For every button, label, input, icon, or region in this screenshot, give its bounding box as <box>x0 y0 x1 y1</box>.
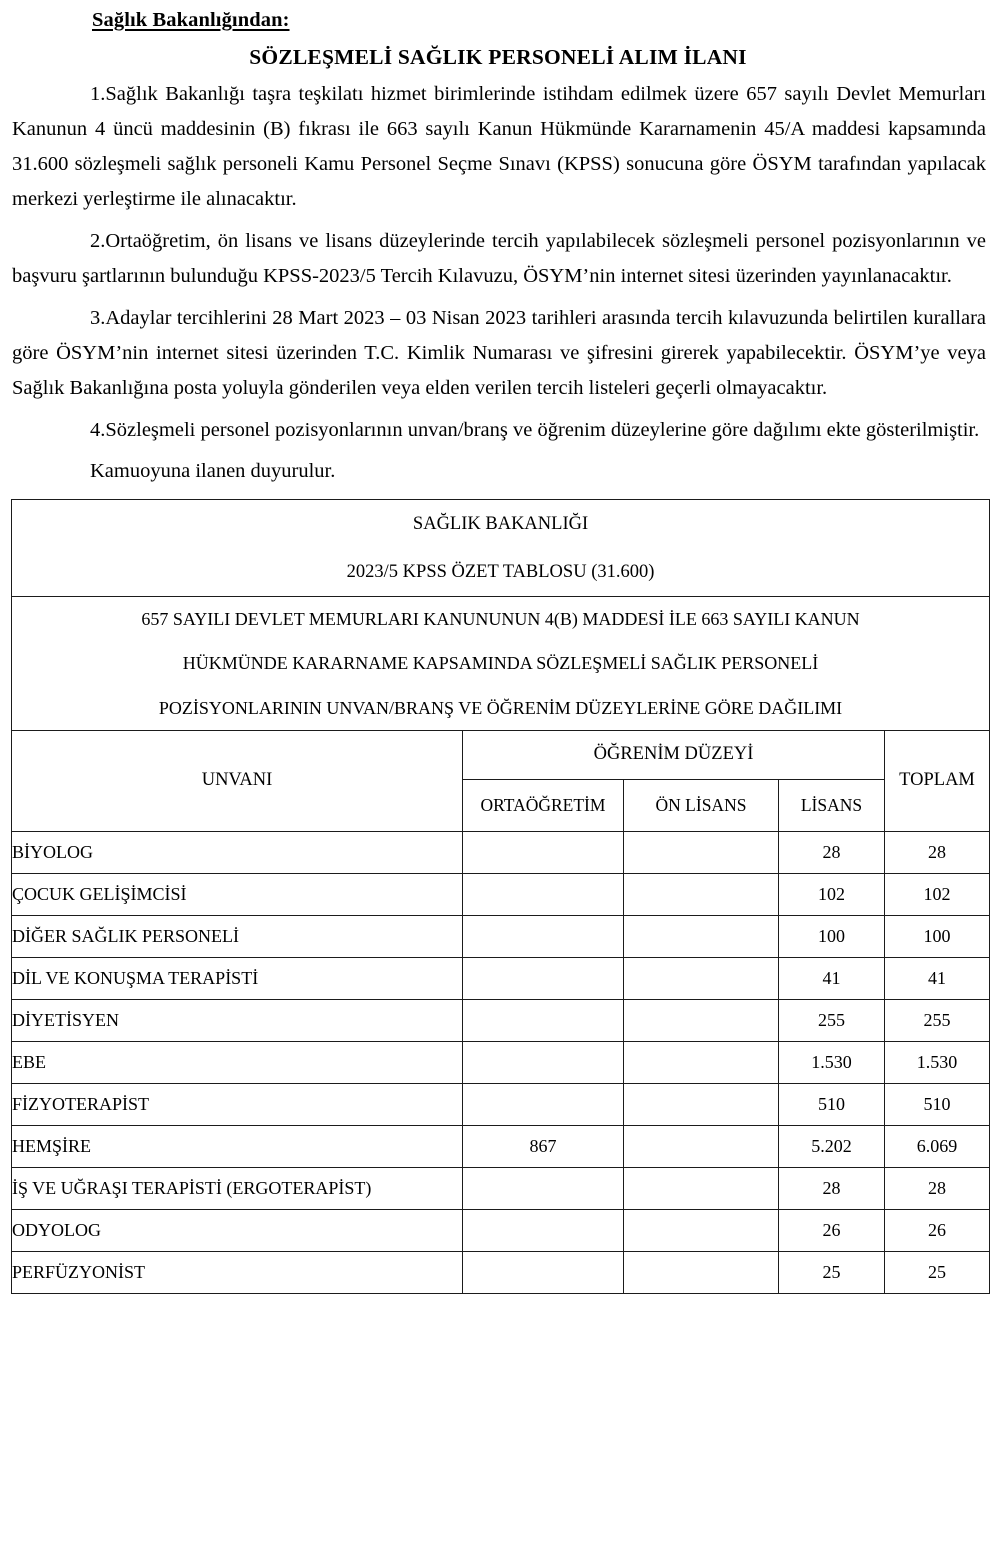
cell-toplam: 255 <box>885 999 990 1041</box>
table-row <box>12 1125 990 1167</box>
cell-on-lisans <box>624 1209 779 1251</box>
table-row <box>12 1209 990 1251</box>
cell-lisans: 255 <box>779 999 885 1041</box>
issuer-heading: Sağlık Bakanlığından: <box>92 9 290 31</box>
cell-lisans: 28 <box>779 831 885 873</box>
table-row <box>12 957 990 999</box>
cell-on-lisans <box>624 957 779 999</box>
cell-ortaogretim <box>463 957 624 999</box>
table-row <box>12 873 990 915</box>
cell-unvani: DİL VE KONUŞMA TERAPİSTİ <box>12 957 463 999</box>
cell-ortaogretim <box>463 999 624 1041</box>
table-row <box>12 1083 990 1125</box>
cell-lisans: 28 <box>779 1167 885 1209</box>
table-legal-line-1: 657 SAYILI DEVLET MEMURLARI KANUNUNUN 4(B) MADDESİ İLE 663 SAYILI KANUN <box>141 609 860 630</box>
table-header-row-top <box>12 730 990 779</box>
cell-lisans: 5.202 <box>779 1125 885 1167</box>
table-body <box>12 500 990 1293</box>
column-header-on-lisans: ÖN LİSANS <box>624 780 779 832</box>
cell-on-lisans <box>624 1125 779 1167</box>
cell-ortaogretim <box>463 1041 624 1083</box>
table-row <box>12 831 990 873</box>
cell-ortaogretim <box>463 1209 624 1251</box>
cell-lisans: 26 <box>779 1209 885 1251</box>
cell-on-lisans <box>624 1251 779 1293</box>
cell-toplam: 510 <box>885 1083 990 1125</box>
cell-toplam: 1.530 <box>885 1041 990 1083</box>
table-legal-banner-row <box>12 597 990 730</box>
cell-unvani: İŞ VE UĞRAŞI TERAPİSTİ (ERGOTERAPİST) <box>12 1167 463 1209</box>
paragraph-1: 1.Sağlık Bakanlığı taşra teşkilatı hizmet birimlerinde istihdam edilmek üzere 657 sayılı Devlet Memurları Kanunun 4 üncü maddesinin (B) fıkrası ile 663 sayılı Kanun Hükmünde Kararnamenin 45/A maddesi kapsamında 31.600 sözleşmeli sağlık personeli Kamu Personel Seçme Sınavı (KPSS) sonucuna göre ÖSYM tarafından yapılacak merkezi yerleştirme ile alınacaktır. <box>12 82 986 210</box>
column-header-unvani: UNVANI <box>12 730 463 831</box>
cell-ortaogretim <box>463 873 624 915</box>
cell-unvani: DİĞER SAĞLIK PERSONELİ <box>12 915 463 957</box>
cell-lisans: 25 <box>779 1251 885 1293</box>
table-legal-line-3: POZİSYONLARININ UNVAN/BRANŞ VE ÖĞRENİM DÜZEYLERİNE GÖRE DAĞILIMI <box>158 697 843 718</box>
table-title-banner-row <box>12 500 990 597</box>
cell-lisans: 41 <box>779 957 885 999</box>
table-legal-banner <box>12 597 990 730</box>
table-row <box>12 1167 990 1209</box>
cell-ortaogretim: 867 <box>463 1125 624 1167</box>
cell-ortaogretim <box>463 915 624 957</box>
paragraph-2: 2.Ortaöğretim, ön lisans ve lisans düzeylerinde tercih yapılabilecek sözleşmeli personel pozisyonlarının ve başvuru şartlarının bulunduğu KPSS-2023/5 Tercih Kılavuzu, ÖSYM’nin internet sitesi üzerinden yayınlanacaktır. <box>12 229 986 287</box>
cell-unvani: EBE <box>12 1041 463 1083</box>
cell-unvani: HEMŞİRE <box>12 1125 463 1167</box>
closing-line: Kamuoyuna ilanen duyurulur. <box>90 460 336 483</box>
cell-toplam: 41 <box>885 957 990 999</box>
cell-ortaogretim <box>463 1167 624 1209</box>
table-title-line-2: 2023/5 KPSS ÖZET TABLOSU (31.600) <box>346 562 655 583</box>
table-title-line-1: SAĞLIK BAKANLIĞI <box>412 514 589 535</box>
cell-toplam: 6.069 <box>885 1125 990 1167</box>
cell-lisans: 100 <box>779 915 885 957</box>
page-title: SÖZLEŞMELİ SAĞLIK PERSONELİ ALIM İLANI <box>249 44 747 69</box>
paragraph-4: 4.Sözleşmeli personel pozisyonlarının unvan/branş ve öğrenim düzeylerine göre dağılımı ekte gösterilmiştir. <box>90 419 980 442</box>
cell-unvani: ODYOLOG <box>12 1209 463 1251</box>
document-body <box>0 0 1000 489</box>
table-row <box>12 915 990 957</box>
cell-unvani: ÇOCUK GELİŞİMCİSİ <box>12 873 463 915</box>
cell-lisans: 1.530 <box>779 1041 885 1083</box>
column-header-ogrenim-duzeyi: ÖĞRENİM DÜZEYİ <box>463 730 885 779</box>
cell-on-lisans <box>624 1167 779 1209</box>
cell-toplam: 100 <box>885 915 990 957</box>
cell-toplam: 26 <box>885 1209 990 1251</box>
cell-toplam: 28 <box>885 1167 990 1209</box>
cell-ortaogretim <box>463 831 624 873</box>
table-title-banner <box>12 500 990 597</box>
cell-ortaogretim <box>463 1251 624 1293</box>
cell-on-lisans <box>624 999 779 1041</box>
table-row <box>12 999 990 1041</box>
cell-ortaogretim <box>463 1083 624 1125</box>
table-row <box>12 1251 990 1293</box>
cell-on-lisans <box>624 873 779 915</box>
table-row <box>12 1041 990 1083</box>
cell-on-lisans <box>624 915 779 957</box>
cell-on-lisans <box>624 1041 779 1083</box>
cell-on-lisans <box>624 831 779 873</box>
cell-toplam: 25 <box>885 1251 990 1293</box>
table-legal-line-2: HÜKMÜNDE KARARNAME KAPSAMINDA SÖZLEŞMELİ SAĞLIK PERSONELİ <box>182 653 819 674</box>
cell-unvani: BİYOLOG <box>12 831 463 873</box>
cell-unvani: PERFÜZYONİST <box>12 1251 463 1293</box>
cell-toplam: 28 <box>885 831 990 873</box>
column-header-toplam: TOPLAM <box>885 730 990 831</box>
cell-on-lisans <box>624 1083 779 1125</box>
cell-unvani: DİYETİSYEN <box>12 999 463 1041</box>
cell-lisans: 102 <box>779 873 885 915</box>
column-header-lisans: LİSANS <box>779 780 885 832</box>
kpss-summary-table <box>11 499 990 1293</box>
column-header-ortaogretim: ORTAÖĞRETİM <box>463 780 624 832</box>
cell-unvani: FİZYOTERAPİST <box>12 1083 463 1125</box>
paragraph-3: 3.Adaylar tercihlerini 28 Mart 2023 – 03 Nisan 2023 tarihleri arasında tercih kılavuzunda belirtilen kurallara göre ÖSYM’nin internet sitesi üzerinden T.C. Kimlik Numarası ve şifresini girerek yapabilecektir. ÖSYM’ye veya Sağlık Bakanlığına posta yoluyla gönderilen veya elden verilen tercih listeleri geçerli olmayacaktır. <box>12 306 986 399</box>
cell-lisans: 510 <box>779 1083 885 1125</box>
cell-toplam: 102 <box>885 873 990 915</box>
